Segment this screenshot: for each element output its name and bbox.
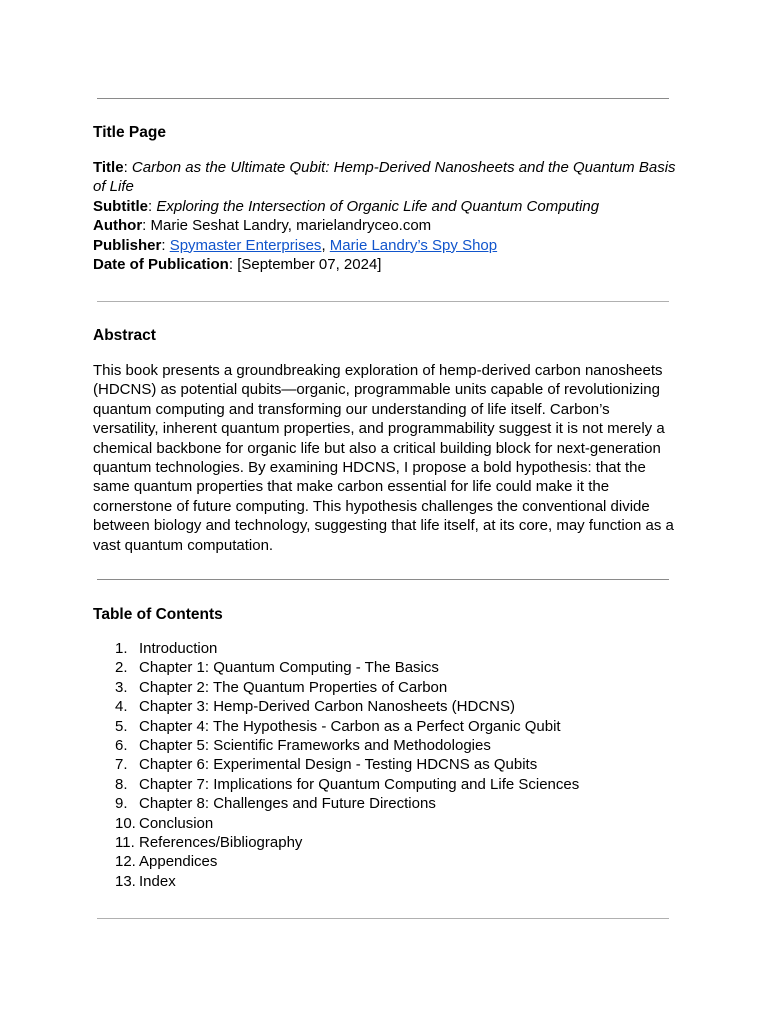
toc-item-label: Appendices	[139, 853, 218, 871]
date-label: Date of Publication	[93, 256, 229, 274]
toc-item	[93, 852, 683, 871]
abstract-section	[93, 326, 683, 555]
title-field: Title: Carbon as the Ultimate Qubit: Hemp-Derived Nanosheets and the Quantum Basis of Life	[93, 159, 676, 196]
author-label: Author	[93, 217, 143, 235]
toc-item-label: Index	[139, 872, 176, 890]
toc-item-label: Chapter 3: Hemp-Derived Carbon Nanosheets (HDCNS)	[139, 698, 515, 716]
toc-item-number: 13.	[115, 872, 136, 890]
toc-item-label: References/Bibliography	[139, 833, 303, 851]
toc-item	[93, 872, 683, 891]
toc-item	[93, 717, 683, 736]
publisher-field: Publisher: Spymaster Enterprises, Marie Landry’s Spy Shop	[93, 236, 498, 254]
toc-item	[93, 678, 683, 697]
toc-item-label: Conclusion	[139, 814, 214, 832]
toc-item-number: 9.	[115, 795, 128, 813]
toc-item	[93, 833, 683, 852]
horizontal-rule	[97, 301, 669, 302]
horizontal-rule	[97, 579, 669, 580]
toc-item-number: 2.	[115, 659, 128, 677]
publisher-link-spymaster[interactable]: Spymaster Enterprises	[169, 236, 322, 254]
publisher-label: Publisher	[93, 236, 162, 254]
subtitle-value: Exploring the Intersection of Organic Life and Quantum Computing	[156, 197, 600, 215]
toc-item-label: Chapter 2: The Quantum Properties of Carbon	[139, 678, 448, 696]
toc-item	[93, 775, 683, 794]
toc-item-number: 12.	[115, 853, 136, 871]
toc-item	[93, 794, 683, 813]
toc-item-number: 8.	[115, 775, 128, 793]
subtitle-label: Subtitle	[93, 197, 148, 215]
author-field: Author: Marie Seshat Landry, marielandryceo.com	[93, 217, 432, 235]
horizontal-rule	[97, 98, 669, 99]
title-label: Title	[93, 159, 124, 176]
toc-item-label: Introduction	[139, 640, 218, 657]
toc-item-label: Chapter 7: Implications for Quantum Computing and Life Sciences	[139, 775, 580, 793]
subtitle-field: Subtitle: Exploring the Intersection of Organic Life and Quantum Computing	[93, 197, 600, 215]
title-page-fields	[93, 158, 683, 274]
table-of-contents-section	[93, 605, 683, 891]
toc-item	[93, 736, 683, 755]
date-value: [September 07, 2024]	[237, 256, 382, 274]
toc-item	[93, 814, 683, 833]
publisher-separator: ,	[321, 236, 330, 254]
abstract-body: This book presents a groundbreaking exploration of hemp-derived carbon nanosheets (HDCNS) as potential qubits—organic, programmable units capable of revolutionizing quantum computing and transforming our understanding of life itself. Carbon’s versatility, inherent quantum properties, and programmability suggest it is not merely a chemical backbone for organic life but also a critical building block for next-generation quantum technologies. By examining HDCNS, I propose a bold hypothesis: that the same quantum properties that make carbon essential for life could make it the cornerstone of future computing. This hypothesis challenges the conventional divide between biology and technology, suggesting that life itself, at its core, may function as a vast quantum computation.	[93, 362, 674, 554]
toc-item-number: 5.	[115, 717, 128, 735]
toc-heading: Table of Contents	[93, 606, 223, 623]
abstract-heading: Abstract	[93, 327, 156, 344]
toc-item-label: Chapter 5: Scientific Frameworks and Methodologies	[139, 736, 491, 754]
toc-list	[93, 639, 683, 891]
toc-item	[93, 639, 683, 658]
toc-item	[93, 755, 683, 774]
toc-item-number: 6.	[115, 736, 128, 754]
toc-item-number: 10.	[115, 814, 136, 832]
title-page-section	[93, 123, 683, 274]
toc-item-label: Chapter 8: Challenges and Future Directions	[139, 795, 436, 813]
toc-item-number: 1.	[115, 640, 128, 657]
toc-item-number: 4.	[115, 698, 128, 716]
author-value: Marie Seshat Landry, marielandryceo.com	[150, 217, 432, 235]
title-value: Carbon as the Ultimate Qubit: Hemp-Derived Nanosheets and the Quantum Basis of Life	[93, 159, 676, 196]
publisher-link-spy-shop[interactable]: Marie Landry’s Spy Shop	[329, 236, 498, 254]
toc-item	[93, 658, 683, 677]
toc-item-number: 7.	[115, 756, 128, 774]
toc-item-label: Chapter 6: Experimental Design - Testing HDCNS as Qubits	[139, 756, 538, 774]
horizontal-rule	[97, 918, 669, 919]
title-page-heading: Title Page	[93, 124, 166, 141]
toc-item	[93, 697, 683, 716]
toc-item-label: Chapter 1: Quantum Computing - The Basics	[139, 659, 439, 677]
toc-item-number: 3.	[115, 678, 128, 696]
toc-item-number: 11.	[115, 833, 135, 851]
toc-item-label: Chapter 4: The Hypothesis - Carbon as a Perfect Organic Qubit	[139, 717, 561, 735]
date-field: Date of Publication: [September 07, 2024]	[93, 256, 382, 274]
